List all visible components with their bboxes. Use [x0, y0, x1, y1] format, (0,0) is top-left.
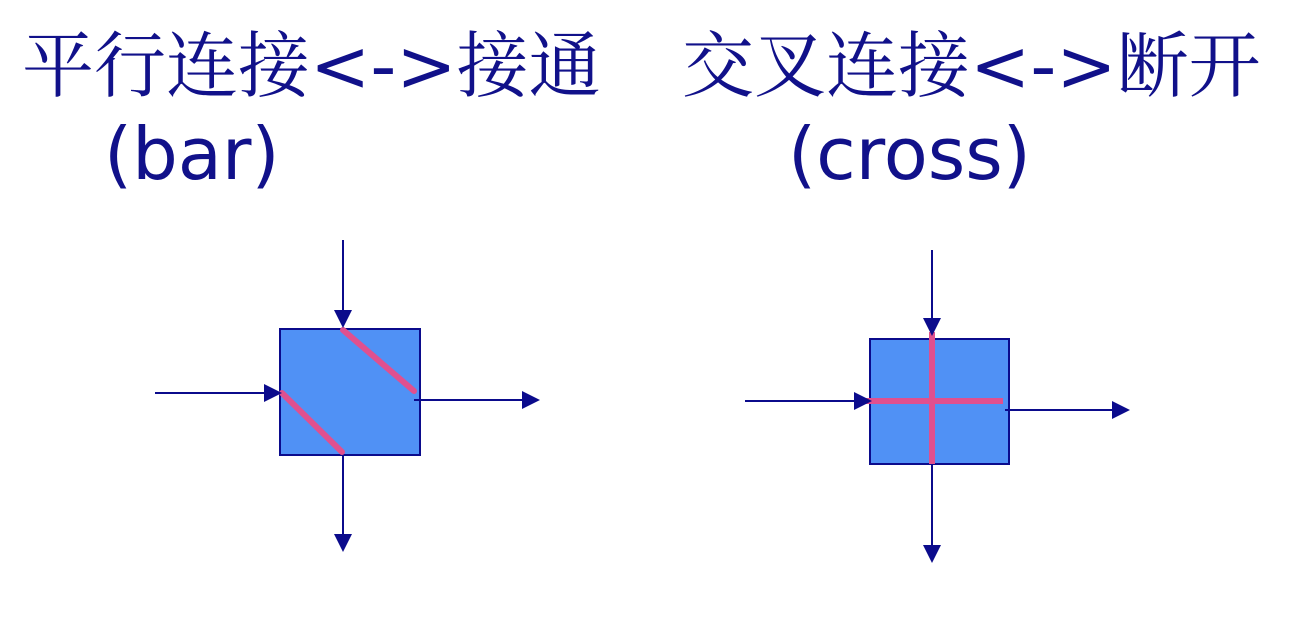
bar-switch	[155, 240, 538, 550]
cross-switch	[745, 250, 1128, 561]
cross-state-title: 交叉连接<->断开	[682, 24, 1261, 108]
bar-state-subtitle: (bar)	[104, 112, 280, 196]
bar-state-title: 平行连接<->接通	[22, 24, 601, 108]
cross-state-subtitle: (cross)	[788, 112, 1031, 196]
bar-switch-box	[280, 329, 420, 455]
